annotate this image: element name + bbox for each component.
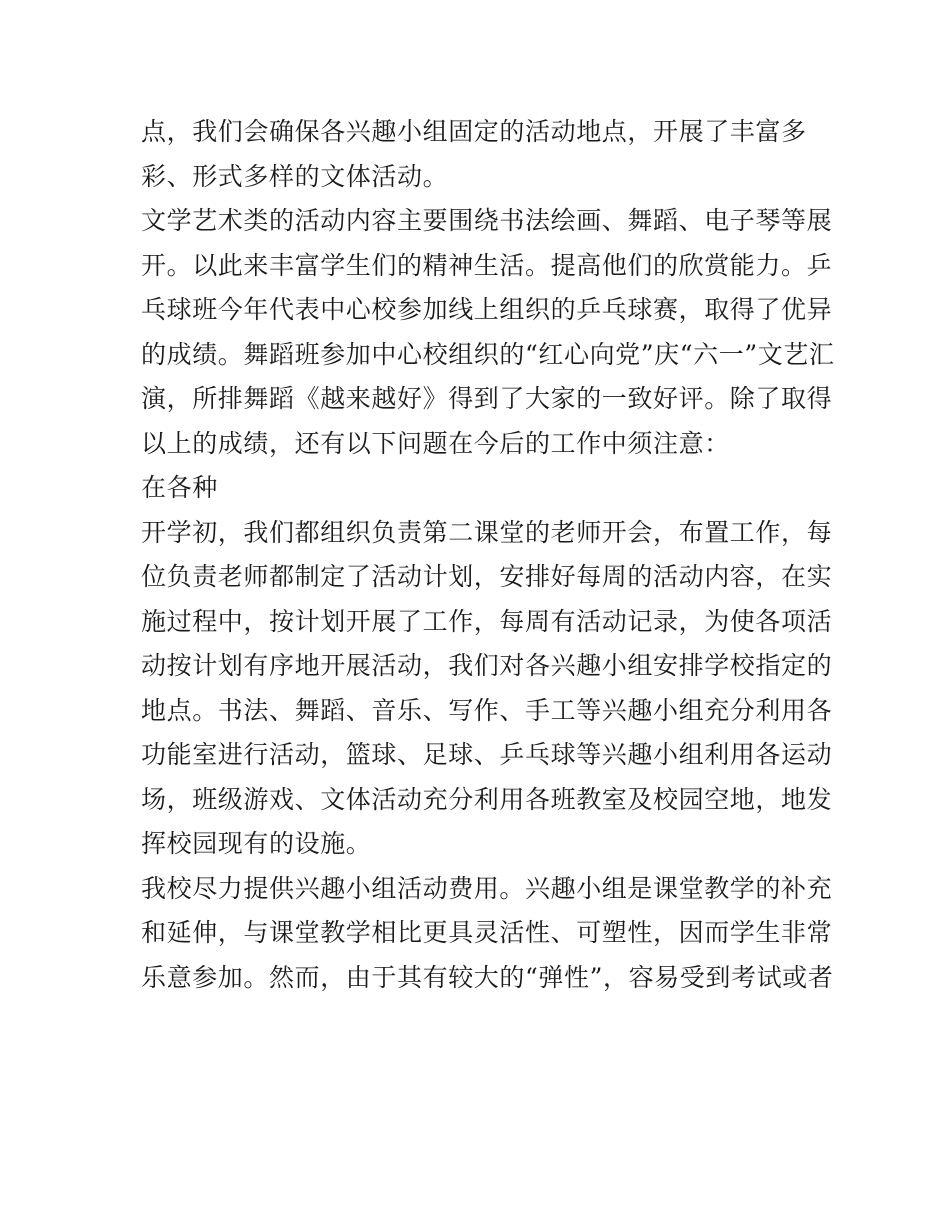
- text-line: 在各种: [141, 473, 218, 502]
- text-line: 场，班级游戏、文体活动充分利用各班教室及校园空地，地发: [141, 784, 833, 814]
- text-line: 我校尽力提供兴趣小组活动费用。兴趣小组是课堂教学的补充: [141, 873, 833, 903]
- text-line: 开。以此来丰富学生们的精神生活。提高他们的欣赏能力。乒: [141, 250, 833, 280]
- text-line: 功能室进行活动，篮球、足球、乒乓球等兴趣小组利用各运动: [141, 740, 833, 769]
- text-line: 彩、形式多样的文体活动。: [141, 161, 449, 191]
- text-line: 以上的成绩，还有以下问题在今后的工作中须注意：: [141, 428, 730, 458]
- text-line: 开学初，我们都组织负责第二课堂的老师开会，布置工作，每: [141, 517, 833, 547]
- text-line: 点，我们会确保各兴趣小组固定的活动地点，开展了丰富多: [141, 117, 807, 146]
- text-line: 挥校园现有的设施。: [141, 829, 372, 858]
- text-line: 演，所排舞蹈《越来越好》得到了大家的一致好评。除了取得: [141, 384, 833, 413]
- text-line: 的成绩。舞蹈班参加中心校组织的“红心向党”庆“六一”文艺汇: [141, 339, 835, 369]
- text-line: 位负责老师都制定了活动计划，安排好每周的活动内容，在实: [141, 562, 833, 591]
- text-line: 和延伸，与课堂教学相比更具灵活性、可塑性，因而学生非常: [141, 918, 833, 947]
- text-line: 施过程中，按计划开展了工作，每周有活动记录，为使各项活: [141, 606, 833, 636]
- document-body: [141, 110, 835, 1000]
- text-line: 文学艺术类的活动内容主要围绕书法绘画、舞蹈、电子琴等展: [141, 206, 833, 235]
- text-line: 乐意参加。然而，由于其有较大的“弹性”，容易受到考试或者: [141, 962, 834, 992]
- text-line: 乓球班今年代表中心校参加线上组织的乒乓球赛，取得了优异: [141, 295, 833, 324]
- text-line: 地点。书法、舞蹈、音乐、写作、手工等兴趣小组充分利用各: [141, 695, 833, 725]
- text-line: 动按计划有序地开展活动，我们对各兴趣小组安排学校指定的: [141, 651, 833, 680]
